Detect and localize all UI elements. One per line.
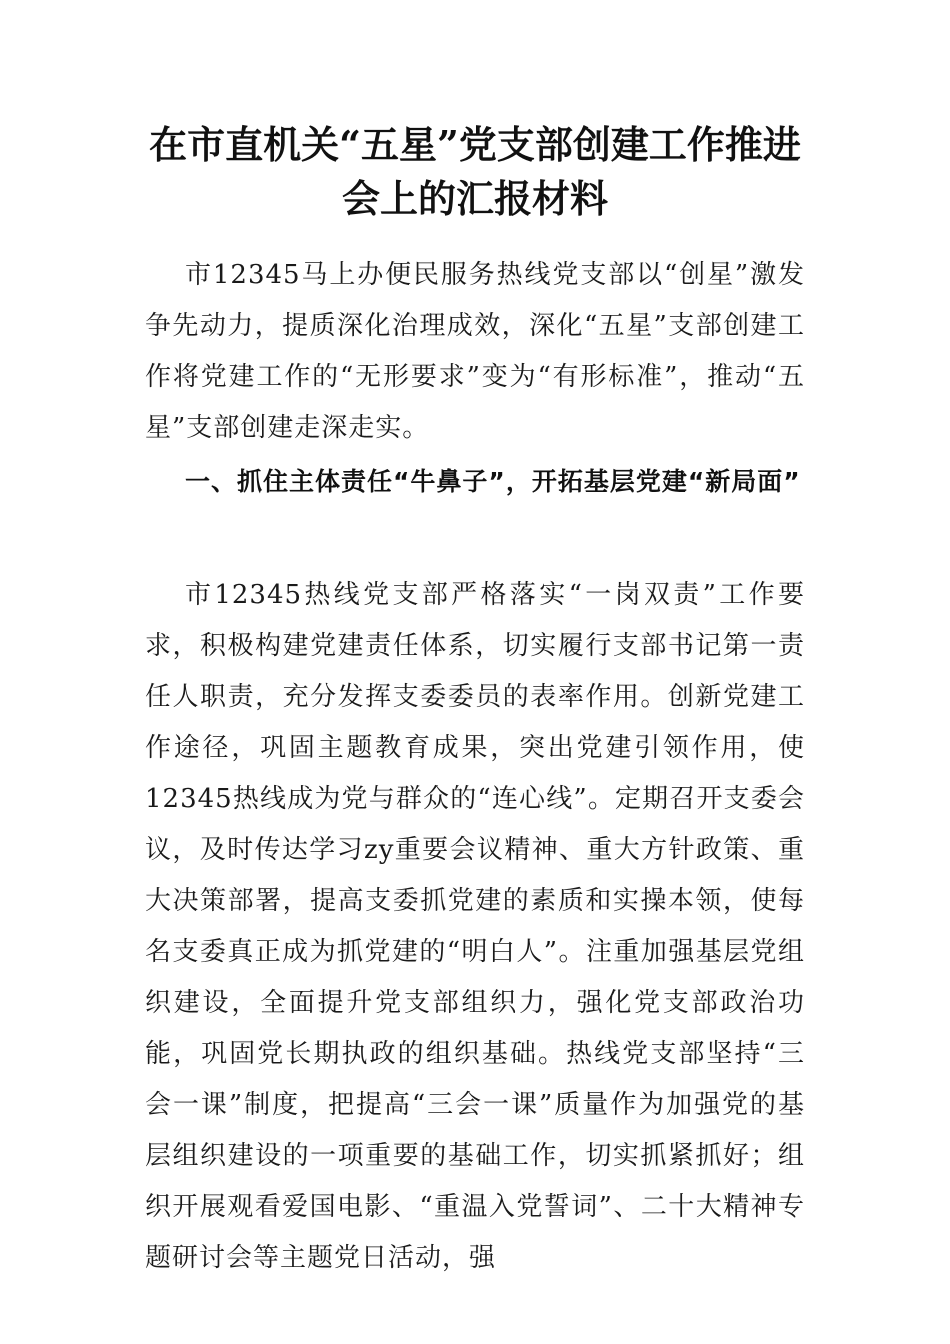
intro-paragraph: 市12345马上办便民服务热线党支部以“创星”激发争先动力，提质深化治理成效，深化“五星”支部创建工作将党建工作的“无形要求”变为“有形标准”，推动“五星”支部创建走深走实。 bbox=[145, 260, 805, 443]
section-1-paragraph: 市12345热线党支部严格落实“一岗双责”工作要求，积极构建党建责任体系，切实履行支部书记第一责任人职责，充分发挥支委委员的表率作用。创新党建工作途径，巩固主题教育成果，突出党建引领作用，使12345热线成为党与群众的“连心线”。定期召开支委会议，及时传达学习zy重要会议精神、重大方针政策、重大决策部署，提高支委抓党建的素质和实操本领，使每名支委真正成为抓党建的“明白人”。注重加强基层党组织建设，全面提升党支部组织力，强化党支部政治功能，巩固党长期执政的组织基础。热线党支部坚持“三会一课”制度，把提高“三会一课”质量作为加强党的基层组织建设的一项重要的基础工作，切实抓紧抓好；组织开展观看爱国电影、“重温入党誓词”、二十大精神专题研讨会等主题党日活动，强 bbox=[145, 580, 805, 1273]
title-line-2: 会上的汇报材料 bbox=[341, 176, 608, 221]
section-heading-1: 一、抓住主体责任“牛鼻子”，开拓基层党建“新局面” bbox=[185, 467, 801, 496]
document-title bbox=[130, 118, 820, 226]
title-line-1: 在市直机关“五星”党支部创建工作推进 bbox=[149, 122, 801, 167]
